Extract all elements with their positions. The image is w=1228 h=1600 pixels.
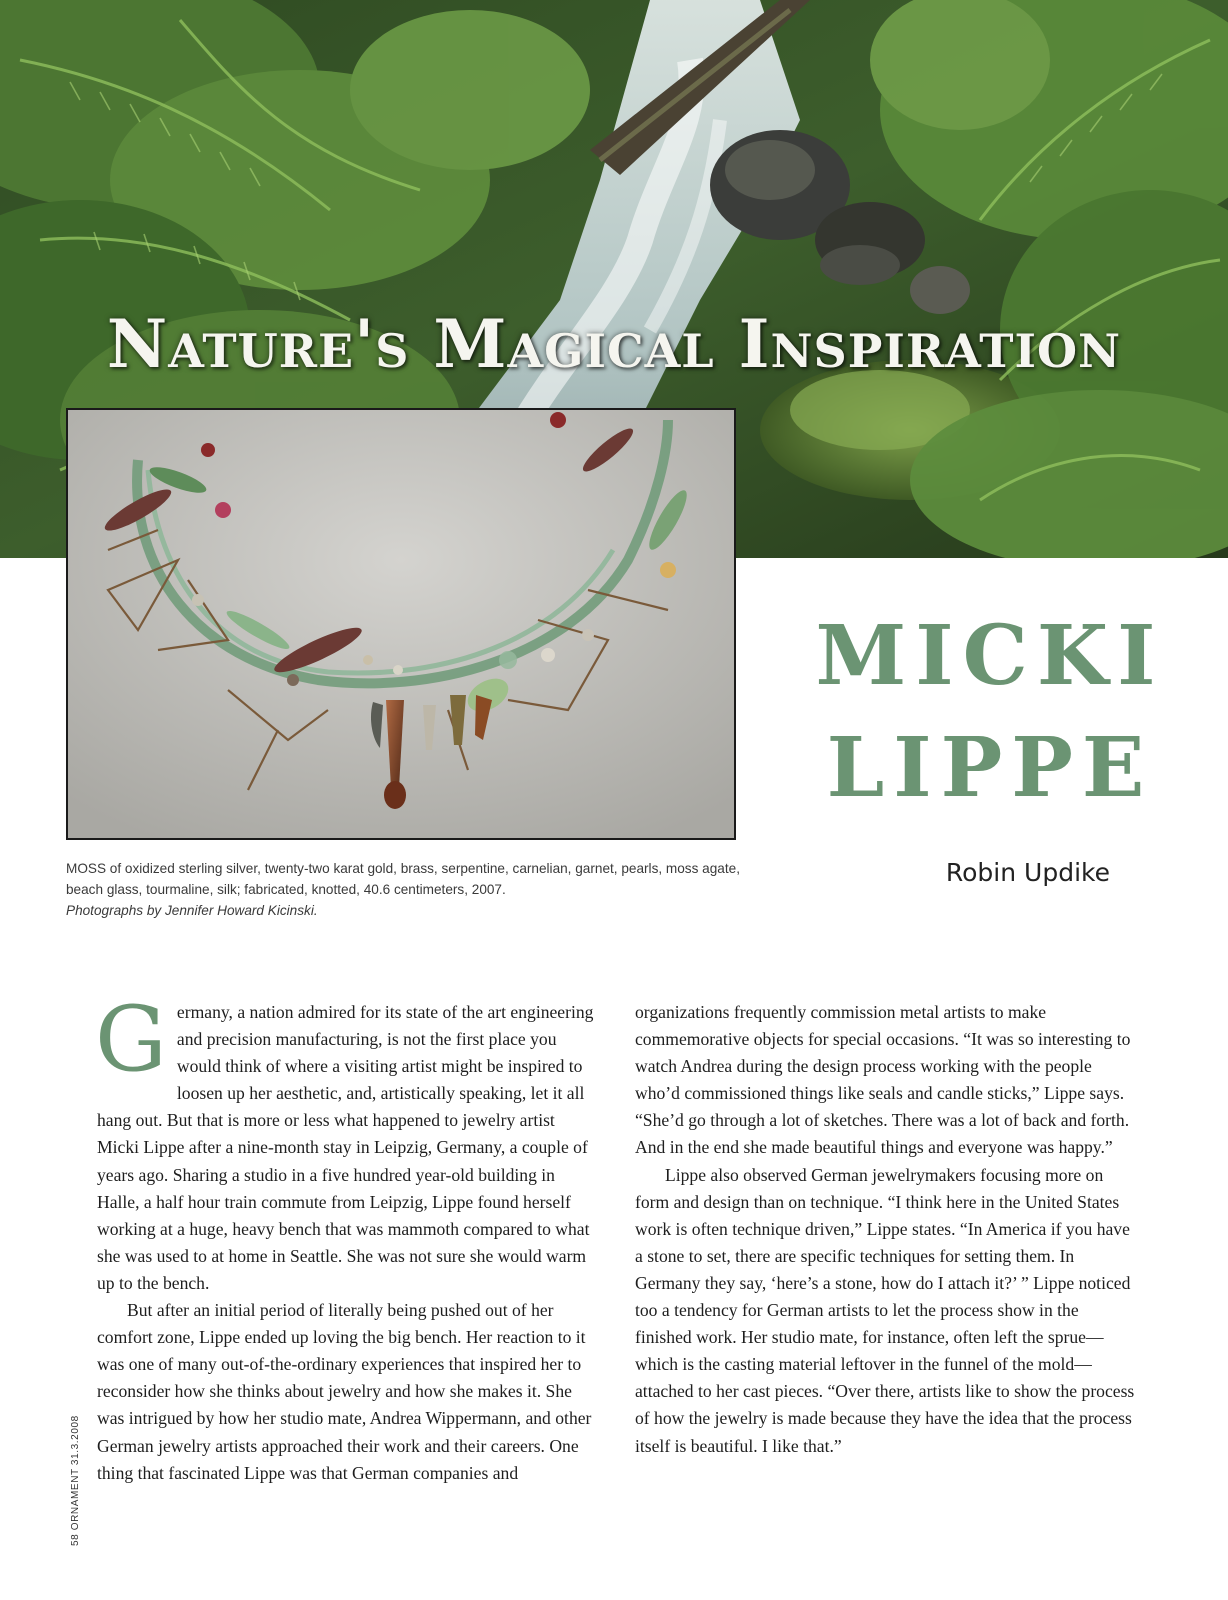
artist-first-name: MICKI	[815, 608, 1165, 704]
photo-caption	[66, 858, 756, 921]
page-folio: 58 ORNAMENT 31.3.2008	[70, 1415, 81, 1546]
caption-text: MOSS of oxidized sterling silver, twenty-two karat gold, brass, serpentine, carnelian, garnet, pearls, moss agate, beach glass, tourmaline, silk; fabricated, knotted, 40.6 centimeters, 2007.	[66, 861, 740, 897]
body-paragraph: But after an initial period of literally being pushed out of her comfort zone, Lippe ended up loving the big bench. Her reaction to it was one of many out-of-the-ordinary experiences that inspired her to reconsider how she thinks about jewelry and how she makes it. She was intrigued by how her studio mate, Andrea Wippermann, and other German jewelry artists approached their work and their careers. One thing that fascinated Lippe was that German companies and	[97, 1300, 592, 1483]
necklace-photo	[66, 408, 736, 840]
body-paragraph: Lippe also observed German jewelrymakers focusing more on form and design than on technique. “I think here in the United States work is often technique driven,” Lippe states. “In America if you have a stone to set, there are specific techniques for setting them. In Germany they say, ‘here’s a stone, how do I attach it?’ ” Lippe noticed too a tendency for German artists to let the process show in the finished work. Her studio mate, for instance, often left the sprue—which is the casting material leftover in the funnel of the mold—attached to her cast pieces. “Over there, artists like to show the process of how the jewelry is made because they have the idea that the process itself is beautiful. I like that.”	[635, 1164, 1135, 1456]
body-column-right	[635, 999, 1135, 1460]
photo-credit: Photographs by Jennifer Howard Kicinski.	[66, 903, 318, 918]
drop-cap: G	[95, 987, 167, 1092]
body-column-left	[95, 987, 597, 1487]
body-paragraph-text: ermany, a nation admired for its state of the art engineering and precision manufacturing, is not the first place you would think of where a visiting artist might be inspired to loosen up her aesthetic, and, artistically speaking, let it all hang out. But that is more or less what happened to jewelry artist Micki Lippe after a nine-month stay in Leipzig, Germany, a couple of years ago. Sharing a studio in a five hundred year-old building in Halle, a half hour train commute from Leipzig, Lippe found herself working at a huge, heavy bench that was mammoth compared to what she was used to at home in Seattle. She was not sure she would warm up to the bench.	[97, 1002, 594, 1293]
byline: Robin Updike	[945, 858, 1110, 887]
headline: Nature's Magical Inspiration	[106, 305, 1122, 383]
body-paragraph	[95, 987, 597, 1297]
artist-name	[780, 600, 1200, 824]
body-paragraph: organizations frequently commission metal artists to make commemorative objects for special occasions. “It was so interesting to watch Andrea during the design process working with the people who’d commissioned things like seals and candle sticks,” Lippe says. “She’d go through a lot of sketches. There was a lot of back and forth. And in the end she made beautiful things and everyone was happy.”	[635, 1002, 1131, 1158]
artist-last-name: LIPPE	[826, 720, 1154, 816]
moss-necklace-image	[68, 410, 734, 838]
